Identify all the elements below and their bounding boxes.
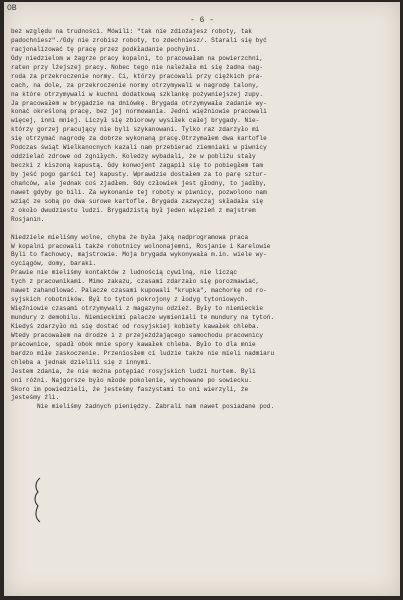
- text-line: jesteśmy źli.: [11, 394, 60, 402]
- text-line: cyciągów, domy, baraki.: [11, 260, 97, 268]
- text-line: oni różni. Najgorsze było młode pokolenie, wychowane po sowiecku.: [11, 376, 252, 384]
- text-line: Jestem zdania, że nie można potępiać rosyjskich ludzi hurtem. Byli: [11, 367, 256, 375]
- text-line: więcej, inni mniej. Liczył się zbiorowy wysiłek całej brygady. Nie-: [11, 117, 260, 125]
- text-line: Kiedyś zdarzyło mi się dostać od rosyjskiej kobiety kawałek chleba.: [11, 322, 260, 330]
- text-line: beczki z kiszoną kapustą. Gdy konwojent zagapił się to pobiegłem tam: [11, 162, 264, 170]
- text-line: [11, 225, 389, 234]
- text-line: pracownice, spadł obok mnie spory kawałek chleba. Było to dla mnie: [11, 340, 256, 348]
- text-line: Więźniowie czasami otrzymywali z magazynu odzież. Były to niemieckie: [11, 305, 264, 313]
- text-line: padochniesz"./Gdy nie zrobisz roboty, to zdechniesz/. Starali się być: [11, 36, 267, 44]
- text-line: Skoro im powiedzieli, że jesteśmy faszystami to oni wierzyli, że: [11, 385, 249, 393]
- text-line: się otrzymać nagrodę za dobrze wykonaną pracę.Otrzymałem dwa kartofle: [11, 135, 267, 143]
- text-line: chleba a jednak dzielili się z innymi.: [11, 358, 152, 366]
- text-line: roda za przekroczenie normy. Ci, którzy pracowali przy ciężkich pra-: [11, 72, 264, 80]
- text-line: tych z pracownikami. Mimo zakazu, czasami zdarzało się porozmawiać,: [11, 278, 260, 286]
- text-line: konać określoną pracę, bez jej normowania. Jedni więźniowie pracowali: [11, 108, 267, 116]
- text-line: bez względu na trudności. Mówili: "tak nie zdiożajesz roboty, tak: [11, 28, 252, 35]
- text-line: Ja pracowałem w brygadzie na dniówkę. Brygada otrzymywała zadanie wy-: [11, 99, 267, 107]
- text-line: Wtedy pracowałem na drodze i z przejeżdżającego samochodu pracownicy: [11, 331, 264, 339]
- text-line: z około dwudziestu ludzi. Brygadzistą był jeden więzień z majstrem: [11, 206, 256, 214]
- text-line: racjonalizować tę pracę przez podkładanie pochyłni.: [11, 45, 201, 53]
- document-page: [4, 2, 400, 596]
- text-line: oddzielać zdrowe od zgniłych. Koledzy wybadali, że w pobliżu stały: [11, 153, 256, 161]
- text-line: by jeść pogo garści tej kapusty. Wprawdzie dostałem za to parę sztur-: [11, 171, 267, 178]
- text-line: bardzo miłe zaskoczenie. Przeniosłem ci ludzie także nie mieli nadmiaru: [11, 349, 275, 357]
- text-line: nawet gdyby go bili. Za wykonanie tej roboty w piwnicy, pozwolono nam: [11, 188, 267, 196]
- corner-label: OB: [7, 4, 17, 13]
- typewritten-text-block: [11, 28, 389, 412]
- text-line: Prawie nie mieliśmy kontaktów z ludnością cywilną, nie licząc: [11, 269, 238, 277]
- text-line: W kopalni pracowali także robotnicy wolnonajemni, Rosjanie i Karelowie: [11, 242, 271, 250]
- text-line: którzy gorzej pracujący nie byli szykanowani. Tylko raz zdarzyło mi: [11, 126, 260, 134]
- text-line: Byli to fachowcy, majstrowie. Moja brygada wykonywała m.in. wiele wy-: [11, 251, 267, 259]
- handwritten-margin-bracket: [32, 476, 42, 524]
- text-line: nawet zahandlować. Palacze czasami kupowali "krupka", machorkę od ro-: [11, 287, 267, 295]
- text-line: chańców, ale jednak coś zjadłem. Gdy człowiek jest głodny, to jadłby,: [11, 179, 267, 187]
- text-line: raten przy lżejszej pracy. Nobec tego nie należała mi się żadna nag-: [11, 63, 264, 71]
- text-line: cach, na dole, za przekroczenie normy otrzymywali w nagrodę talony,: [11, 81, 260, 89]
- text-line: Nie mieliśmy żadnych pieniędzy. Zabrali nam nawet posiadane pod.: [11, 403, 275, 411]
- text-line: syjskich robotników. Był to tytoń pokrojony z łodyg tytoniowych.: [11, 296, 249, 304]
- text-line: Rosjanin.: [11, 215, 45, 223]
- text-line: mundury z demobilu. Niemieckimi palacze wymieniali te mundury na tytoń.: [11, 314, 275, 321]
- text-line: Podczas świąt Wielkanocnych kazali nam przebierać ziemniaki w piwnicy: [11, 144, 267, 152]
- text-line: na które otrzymywali w kuchni dodatkową szklankę pożywniejszej zupy.: [11, 90, 264, 98]
- page-number: - 6 -: [189, 16, 214, 25]
- text-line: Niedziele mieliśmy wolne, chyba że była jaką nadprogramowa praca: [11, 233, 249, 241]
- text-line: Gdy niedzielom w żagrze pracy kopalni, to pracowałam na powierzchni,: [11, 54, 264, 62]
- text-line: wziąć ze sobą po dwa surowe kartofle. Brygada zazwyczaj składała się: [11, 197, 264, 205]
